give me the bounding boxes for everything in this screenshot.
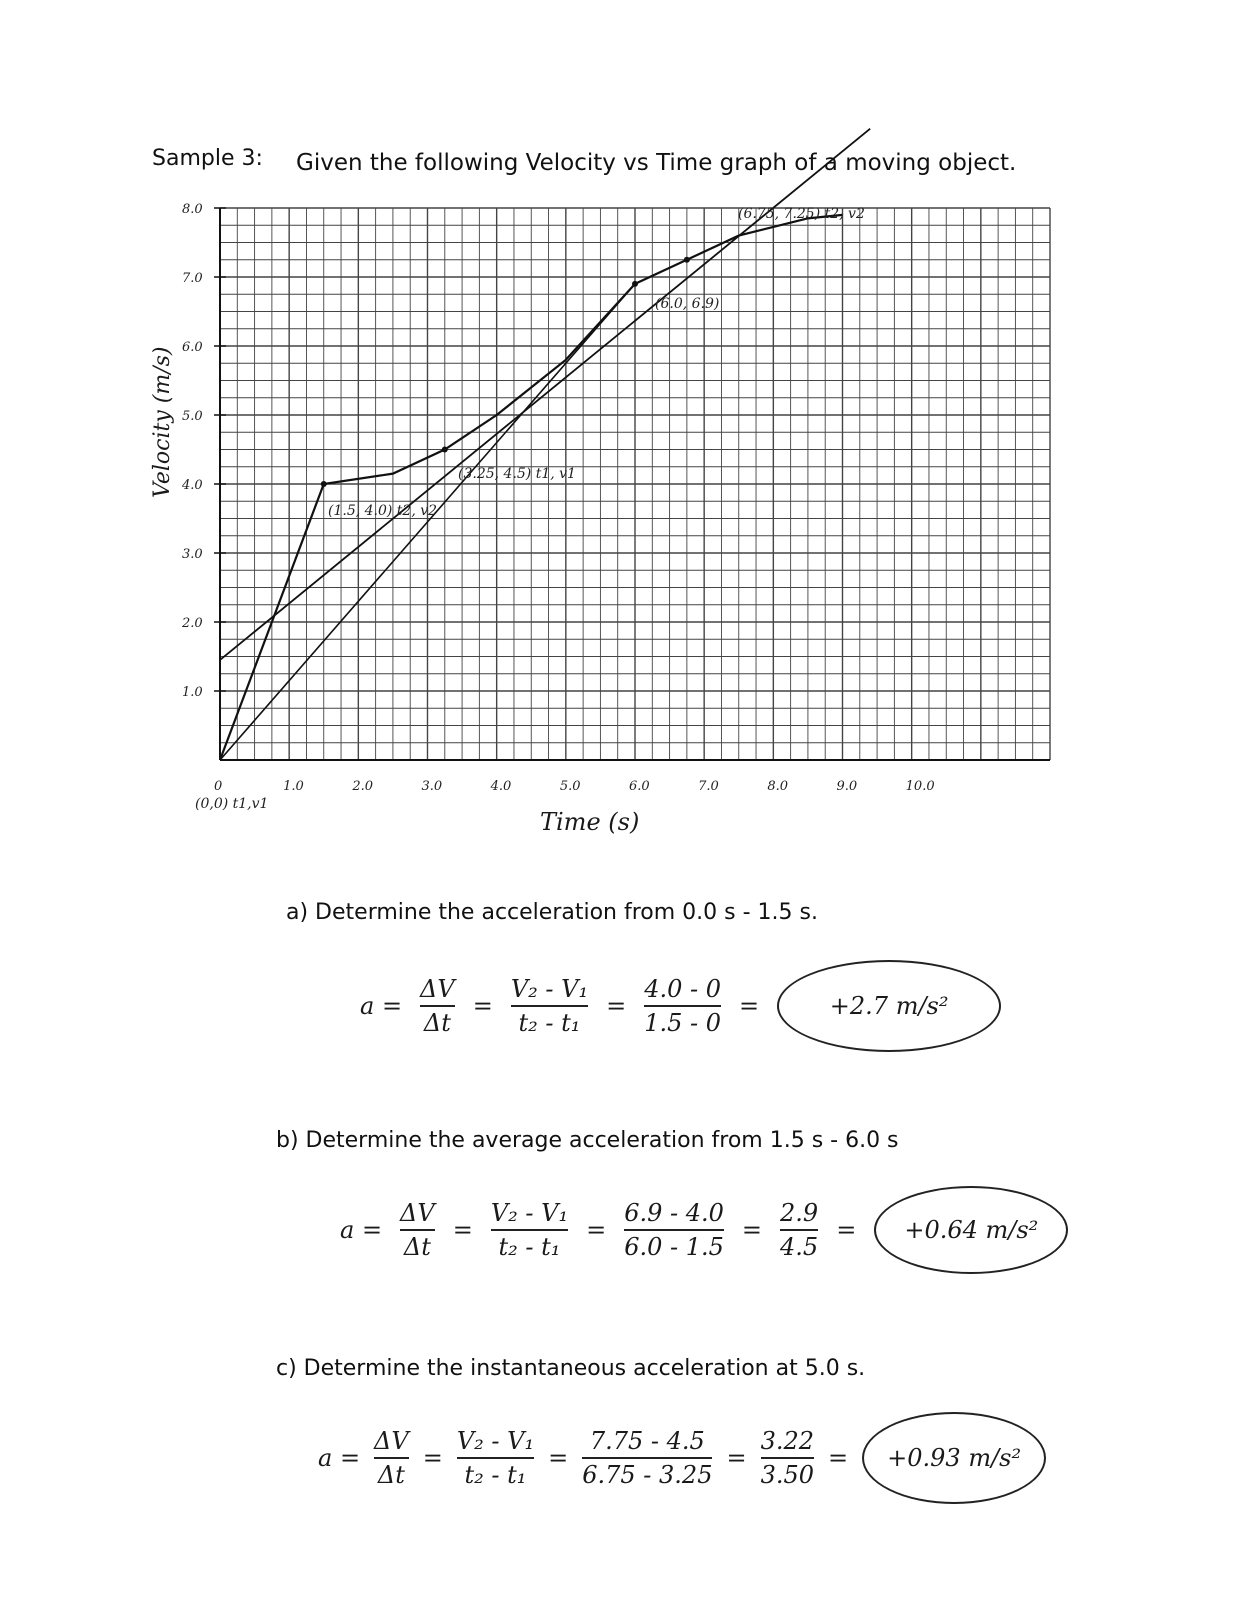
- answer-a: +2.7 m/s²: [777, 960, 1001, 1052]
- question-c: c) Determine the instantaneous acceleration at 5.0 s.: [276, 1356, 866, 1381]
- work-b-fraction: $\frac{2.9}{4.5}$: [780, 1199, 819, 1261]
- work-a-lhs: a =: [360, 992, 403, 1020]
- x-tick-label: 2.0: [352, 779, 374, 794]
- work-c-fraction: $\frac{3.22}{3.50}$: [760, 1427, 815, 1489]
- sample-label: Sample 3:: [152, 146, 263, 171]
- work-b-lhs: a =: [340, 1216, 383, 1244]
- question-a: a) Determine the acceleration from 0.0 s - 1.5 s.: [286, 900, 818, 925]
- x-tick-label: 9.0: [836, 779, 858, 794]
- data-point: [684, 257, 690, 263]
- point-annotation: (6.75, 7.25) t2, v2: [738, 206, 865, 222]
- work-b-vt: $\frac{\text{V₂ - V₁}}{\text{t₂ - t₁}}$: [490, 1199, 569, 1261]
- x-tick-label: 5.0: [559, 779, 581, 794]
- x-tick-label: 0: [214, 779, 223, 794]
- prompt-text: Given the following Velocity vs Time graph of a moving object.: [296, 150, 1017, 176]
- work-b-values: $\frac{6.9 - 4.0}{6.0 - 1.5}$: [624, 1199, 724, 1261]
- point-annotation: (3.25, 4.5) t1, v1: [458, 466, 576, 482]
- x-tick-label: 4.0: [490, 779, 512, 794]
- y-axis-label: Velocity (m/s): [150, 346, 175, 498]
- question-b: b) Determine the average acceleration from 1.5 s - 6.0 s: [276, 1128, 899, 1153]
- data-point: [321, 481, 327, 487]
- x-tick-label: 1.0: [283, 779, 304, 794]
- y-tick-label: 1.0: [182, 685, 203, 700]
- work-c-values: $\frac{7.75 - 4.5}{6.75 - 3.25}$: [582, 1427, 713, 1489]
- x-tick-label: 3.0: [421, 779, 443, 794]
- work-c: a = $\frac{\Delta V}{\Delta t}$ = $\frac{\text{V₂ - V₁}}{\text{t₂ - t₁}}$ = $\frac{7.75 - 4.5}{6.75 - 3.25}$ = $\frac{3.22}{3.50}$ = +0.93 m/s²: [318, 1412, 1046, 1504]
- point-annotation: (6.0, 6.9): [655, 296, 720, 312]
- work-c-vt: $\frac{\text{V₂ - V₁}}{\text{t₂ - t₁}}$: [456, 1427, 535, 1489]
- answer-b: +0.64 m/s²: [874, 1186, 1068, 1274]
- work-b-dv-dt: $\frac{\Delta V}{\Delta t}$: [400, 1199, 435, 1261]
- work-c-dv-dt: $\frac{\Delta V}{\Delta t}$: [374, 1427, 409, 1489]
- work-a: a = $\frac{\Delta V}{\Delta t}$ = $\frac{\text{V₂ - V₁}}{\text{t₂ - t₁}}$ = $\frac{4.0 - 0}{1.5 - 0}$ = +2.7 m/s²: [360, 960, 1001, 1052]
- y-tick-label: 5.0: [182, 409, 203, 424]
- y-tick-label: 7.0: [182, 271, 203, 286]
- chart-annotations: [195, 206, 865, 812]
- answer-c: +0.93 m/s²: [862, 1412, 1046, 1504]
- work-a-dv-dt: $\frac{\Delta V}{\Delta t}$: [420, 975, 455, 1037]
- work-c-lhs: a =: [318, 1444, 361, 1472]
- x-tick-label: 7.0: [698, 779, 719, 794]
- point-annotation: (0,0) t1,v1: [195, 796, 269, 812]
- x-tick-label: 10.0: [905, 779, 935, 794]
- y-tick-label: 8.0: [182, 202, 203, 217]
- work-b: a = $\frac{\Delta V}{\Delta t}$ = $\frac{\text{V₂ - V₁}}{\text{t₂ - t₁}}$ = $\frac{6.9 - 4.0}{6.0 - 1.5}$ = $\frac{2.9}{4.5}$ = +0.64 m/s²: [340, 1186, 1068, 1274]
- x-tick-label: 6.0: [629, 779, 650, 794]
- y-tick-label: 2.0: [182, 616, 203, 631]
- work-a-values: $\frac{4.0 - 0}{1.5 - 0}$: [644, 975, 722, 1037]
- y-tick-label: 4.0: [182, 478, 203, 493]
- data-point: [632, 281, 638, 287]
- point-annotation: (1.5, 4.0) t2, v2: [328, 503, 438, 519]
- x-axis-label: Time (s): [540, 808, 640, 836]
- x-tick-label: 8.0: [767, 779, 789, 794]
- chart-tick-labels: [181, 202, 935, 794]
- y-tick-label: 3.0: [182, 547, 203, 562]
- work-a-vt: $\frac{\text{V₂ - V₁}}{\text{t₂ - t₁}}$: [510, 975, 589, 1037]
- y-tick-label: 6.0: [182, 340, 203, 355]
- data-point: [442, 447, 448, 453]
- chart-grid: [220, 208, 1050, 760]
